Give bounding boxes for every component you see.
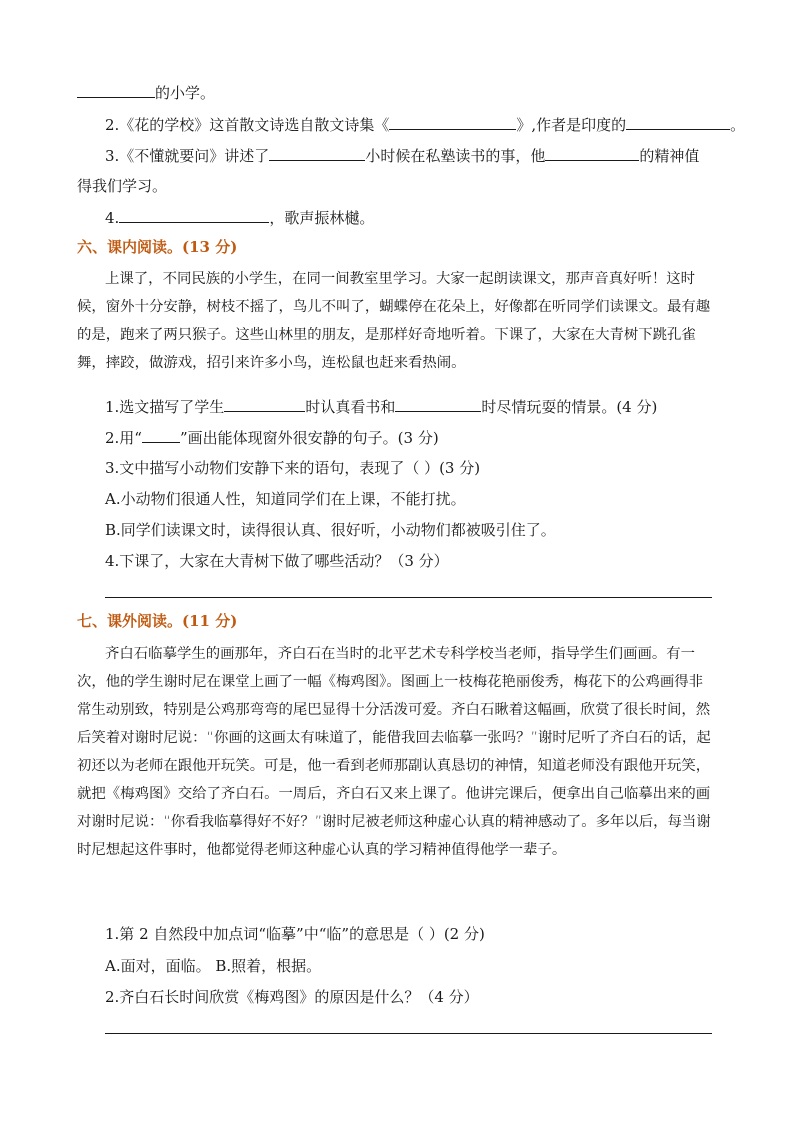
answer-line[interactable] — [105, 597, 712, 598]
q5-item2: 2.《花的学校》这首散文诗选自散文诗集《 》,作者是印度的 。 — [105, 116, 746, 134]
passage-paragraph: 齐白石临摹学生的画那年，齐白石在当时的北平艺术专科学校当老师，指导学生们画画。有一次，他的学生谢时尼在课堂上画了一幅《梅鸡图》。图画上一枝梅花艳丽俊秀，梅花下的公鸡画得非常生动别致，特别是公鸡那弯弯的尾巴显得十分活泼可爱。齐白石瞅着这幅画，欣赏了很长时间，然后笑着对谢时尼说：“你画的这画太有味道了，能借我回去临摹一张吗？”谢时尼听了齐白石的话，起初还以为老师在跟他开玩笑。可是，他一看到老师那副认真恳切的神情，知道老师没有跟他开玩笑，就把《梅鸡图》交给了齐白石。一周后，齐白石又来上课了。他讲完课后，便拿出自己临摹出来的画对谢时尼说：“你看我临摹得好不好？”谢时尼被老师这种虚心认真的精神感动了。多年以后，每当谢时尼想起这件事时，他都觉得老师这种虚心认真的学习精神值得他学一辈子。 — [77, 646, 711, 858]
q5-item3: 3.《不懂就要问》讲述了 小时候在私塾读书的事，他 的精神值 — [105, 147, 700, 165]
answer-blank[interactable] — [626, 114, 730, 130]
q5-item4: 4. ，歌声振林樾。 — [105, 209, 375, 227]
answer-blank[interactable] — [545, 145, 639, 161]
underline-sample — [142, 427, 180, 443]
q5-line1: 的小学。 — [77, 82, 215, 103]
sec7-question-1: 1.第 2 自然段中加点词“临摹”中“临”的意思是（ ）(2 分) — [105, 925, 485, 943]
q5-item3-wrap: 得我们学习。 — [77, 177, 168, 195]
section-7-heading: 七、课外阅读。(11 分) — [77, 612, 238, 630]
answer-blank[interactable] — [119, 207, 269, 223]
section-6-heading: 六、课内阅读。(13 分) — [77, 238, 238, 256]
sec6-option-b[interactable]: B.同学们读课文时，读得很认真、很好听，小动物们都被吸引住了。 — [105, 521, 556, 539]
sec7-question-2: 2.齐白石长时间欣赏《梅鸡图》的原因是什么？（4 分） — [105, 988, 479, 1006]
sec7-options[interactable]: A.面对，面临。 B.照着，根据。 — [105, 957, 322, 975]
answer-line[interactable] — [105, 1033, 712, 1034]
answer-blank[interactable] — [269, 145, 365, 161]
sec6-question-1: 1.选文描写了学生 时认真看书和 时尽情玩耍的情景。(4 分) — [105, 398, 658, 416]
sec6-option-a[interactable]: A.小动物们很通人性，知道同学们在上课，不能打扰。 — [105, 490, 466, 508]
sec6-question-3: 3.文中描写小动物们安静下来的语句，表现了（ ）(3 分) — [105, 459, 481, 477]
section-7-passage — [77, 640, 717, 864]
answer-blank[interactable] — [77, 82, 155, 98]
sec6-question-2: 2.用“ ”画出能体现窗外很安静的句子。(3 分) — [105, 429, 439, 447]
passage-paragraph: 上课了，不同民族的小学生，在同一间教室里学习。大家一起朗读课文，那声音真好听！这时候，窗外十分安静，树枝不摇了，鸟儿不叫了，蝴蝶停在花朵上，好像都在听同学们读课文。最有趣的是，跑来了两只猴子。这些山林里的朋友，是那样好奇地听着。下课了，大家在大青树下跳孔雀舞，摔跤，做游戏，招引来许多小鸟，连松鼠也赶来看热闹。 — [77, 271, 711, 371]
answer-blank[interactable] — [224, 396, 305, 412]
section-6-passage — [77, 265, 717, 377]
sec6-question-4: 4.下课了，大家在大青树下做了哪些活动？（3 分） — [105, 552, 449, 570]
answer-blank[interactable] — [389, 114, 516, 130]
answer-blank[interactable] — [395, 396, 481, 412]
